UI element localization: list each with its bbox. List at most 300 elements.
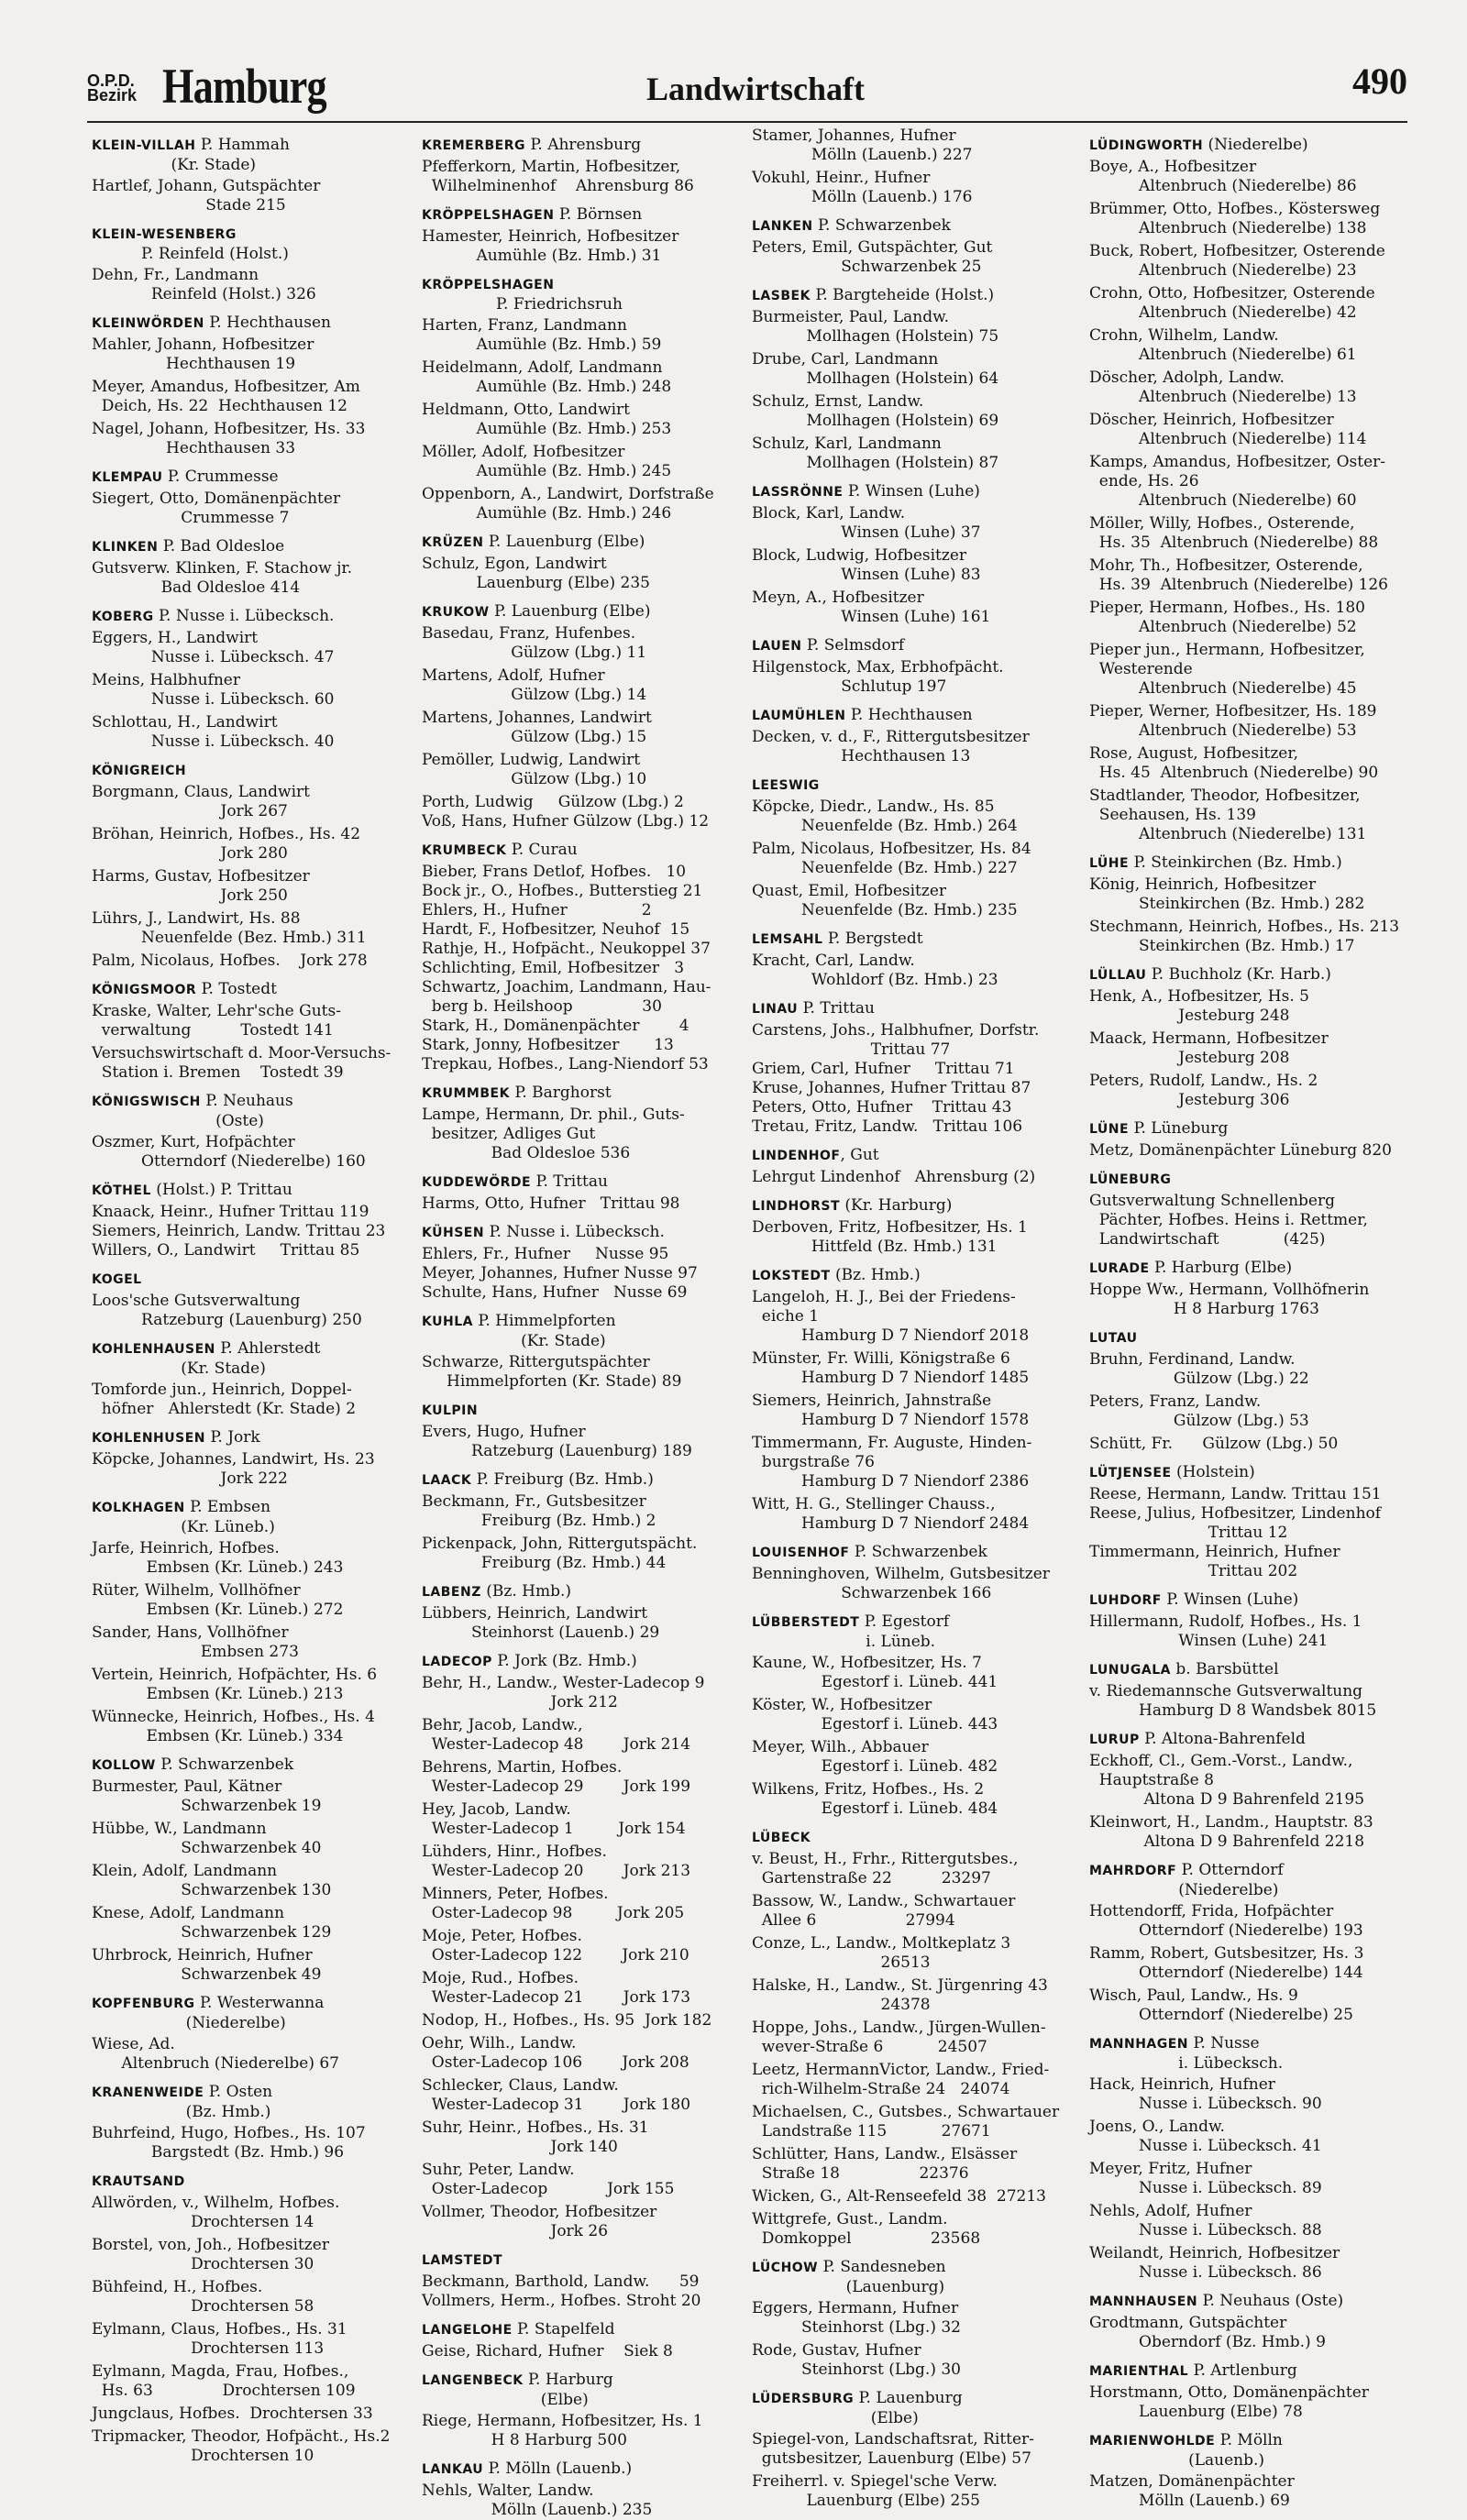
entry-line: Crohn, Wilhelm, Landw.: [1089, 326, 1279, 345]
locality-heading: [422, 2371, 752, 2410]
directory-entry: [1089, 787, 1419, 844]
entry-line: Westerende: [1089, 660, 1193, 678]
entry-line: Schlichting, Emil, Hofbesitzer 3: [422, 959, 685, 977]
directory-entry: [1089, 1281, 1419, 1319]
entry-line: Mölln (Lauenb.) 235: [422, 2501, 653, 2519]
entry-line: Oszmer, Kurt, Hofpächter: [92, 1133, 295, 1151]
directory-entry: [752, 658, 1082, 697]
directory-entry: [92, 1044, 422, 1083]
section-title: Landwirtschaft: [646, 71, 866, 107]
directory-entry: [422, 2161, 752, 2199]
locality-line: [1089, 1463, 1419, 1483]
directory-entry: [92, 867, 422, 906]
entry-line: Schwarzenbek 19: [92, 1797, 322, 1815]
entry-line: Lehrgut Lindenhof Ahrensburg (2): [752, 1168, 1036, 1186]
entry-line: Aumühle (Bz. Hmb.) 59: [422, 336, 662, 354]
locality-heading: [422, 1582, 752, 1602]
directory-entry: [422, 158, 752, 196]
entry-line: Jork 267: [92, 802, 288, 820]
entry-line: Horstmann, Otto, Domänenpächter: [1089, 2383, 1369, 2402]
post-office: P. Schwarzenbek: [812, 216, 951, 235]
directory-entry: [752, 1565, 1082, 1603]
entry-line: Dehn, Fr., Landmann: [92, 266, 259, 284]
locality-heading: [422, 841, 752, 861]
locality-heading: [422, 205, 752, 226]
directory-entry: [422, 751, 752, 789]
entry-line: Suhr, Peter, Landw.: [422, 2161, 575, 2179]
locality-heading: [1089, 136, 1419, 156]
column-2: [422, 127, 752, 2519]
locality-line: [1089, 2431, 1419, 2451]
entry-line: Hartlef, Johann, Gutspächter: [92, 177, 321, 195]
directory-entry: [752, 2187, 1082, 2206]
directory-entry: [92, 2362, 422, 2401]
post-office: P. Lüneburg: [1129, 1119, 1229, 1138]
directory-entry: [752, 1218, 1082, 1257]
entry-line: Hamburg D 7 Niendorf 1578: [752, 1411, 1030, 1429]
entry-line: Möller, Willy, Hofbes., Osterende,: [1089, 514, 1355, 533]
entry-line: Hamburg D 7 Niendorf 2484: [752, 1514, 1030, 1533]
entry-line: Eckhoff, Cl., Gem.-Vorst., Landw.,: [1089, 1752, 1353, 1770]
locality-name: LURADE: [1089, 1261, 1150, 1276]
locality-name: KRUMBECK: [422, 843, 507, 858]
locality-line: [422, 2250, 752, 2271]
directory-entry: [422, 2481, 752, 2520]
locality-name: LUTAU: [1089, 1331, 1138, 1346]
directory-entry: [422, 358, 752, 397]
locality-heading: [752, 2258, 1082, 2297]
entry-line: Lübbers, Heinrich, Landwirt: [422, 1604, 648, 1623]
locality-name: KOBERG: [92, 610, 154, 624]
locality-name: LABENZ: [422, 1585, 481, 1600]
locality-name: KRAUTSAND: [92, 2174, 185, 2189]
entry-line: Embsen 273: [92, 1643, 299, 1661]
entry-line: Grodtmann, Gutspächter: [1089, 2314, 1287, 2332]
entry-line: Leetz, HermannVictor, Landw., Fried-: [752, 2061, 1050, 2079]
locality-line: [1089, 1861, 1419, 1881]
column-4: [1089, 127, 1419, 2510]
directory-entry: [1089, 369, 1419, 407]
directory-entry: [752, 350, 1082, 389]
entry-line: Wester-Ladecop 29 Jork 199: [422, 1777, 691, 1796]
locality-name: KLINKEN: [92, 540, 159, 555]
directory-entry: [92, 336, 422, 374]
entry-line: Drochtersen 30: [92, 2255, 314, 2273]
entry-line: Wester-Ladecop 31 Jork 180: [422, 2096, 691, 2114]
locality-heading: [1089, 1463, 1419, 1483]
entry-line: Benninghoven, Wilhelm, Gutsbesitzer: [752, 1565, 1050, 1583]
locality-name: LÜHE: [1089, 856, 1130, 871]
directory-entry: [422, 2118, 752, 2157]
entry-line: v. Riedemannsche Gutsverwaltung: [1089, 1682, 1363, 1700]
post-office: P. Hechthausen: [204, 314, 331, 332]
entry-line: Gülzow (Lbg.) 53: [1089, 1412, 1309, 1430]
entry-line: i. Lübecksch.: [1089, 2054, 1284, 2073]
directory-entry: [1089, 514, 1419, 553]
directory-entry: [422, 1423, 752, 1461]
directory-entry: [1089, 556, 1419, 595]
post-office: P. Schwarzenbek: [849, 1543, 987, 1561]
entry-line: Bargstedt (Bz. Hmb.) 96: [92, 2143, 345, 2162]
locality-line: [752, 216, 1082, 237]
post-office: P. Trittau: [798, 999, 875, 1018]
post-office: P. Ahrensburg: [524, 136, 642, 154]
entry-line: Steinhorst (Lauenb.) 29: [422, 1623, 660, 1642]
entry-line: höfner Ahlerstedt (Kr. Stade) 2: [92, 1400, 357, 1418]
entry-line: Bruhn, Ferdinand, Landw.: [1089, 1350, 1296, 1369]
entry-line: Münster, Fr. Willi, Königstraße 6: [752, 1349, 1010, 1368]
directory-entry: [1089, 453, 1419, 511]
locality-heading: [1089, 1861, 1419, 1900]
entry-line: Joens, O., Landw.: [1089, 2118, 1225, 2136]
directory-entry: [422, 2342, 752, 2361]
locality-heading: [92, 136, 422, 175]
directory-entry: [422, 1353, 752, 1392]
directory-entry: [752, 2430, 1082, 2469]
entry-line: Evers, Hugo, Hufner: [422, 1423, 586, 1441]
locality-name: LÜCHOW: [752, 2261, 819, 2275]
post-office: P. Neuhaus: [200, 1092, 293, 1110]
entry-line: Winsen (Luhe) 241: [1089, 1632, 1329, 1650]
locality-line: [422, 1312, 752, 1332]
entry-line: Mölln (Lauenb.) 227: [752, 146, 973, 164]
entry-line: rich-Wilhelm-Straße 24 24074: [752, 2080, 1010, 2098]
entry-line: Köpcke, Johannes, Landwirt, Hs. 23: [92, 1450, 375, 1469]
locality-line: [92, 225, 422, 245]
locality-line: [422, 1582, 752, 1602]
entry-line: Porth, Ludwig Gülzow (Lbg.) 2: [422, 793, 684, 811]
entry-line: Otterndorf (Niederelbe) 193: [1089, 1921, 1363, 1940]
directory-entry: [422, 666, 752, 705]
directory-entry: [92, 2194, 422, 2232]
directory-entry: [1089, 411, 1419, 449]
entry-line: Schulz, Karl, Landmann: [752, 435, 942, 453]
post-office: P. Hammah: [195, 136, 290, 154]
directory-entry: [1089, 326, 1419, 365]
entry-line: Eggers, H., Landwirt: [92, 629, 259, 647]
post-office: P. Jork (Bz. Hmb.): [491, 1652, 637, 1670]
entry-line: Weilandt, Heinrich, Hofbesitzer: [1089, 2244, 1340, 2262]
entry-line: Altenbruch (Niederelbe) 53: [1089, 721, 1357, 740]
locality-heading: [92, 607, 422, 627]
locality-heading: [1089, 1259, 1419, 1279]
entry-line: Suhr, Heinr., Hofbes., Hs. 31: [422, 2118, 649, 2137]
locality-name: KÖTHEL: [92, 1183, 151, 1198]
locality-name: KOGEL: [92, 1272, 142, 1287]
directory-entry: [1089, 2202, 1419, 2240]
entry-line: (Elbe): [752, 2409, 919, 2427]
entry-line: (Kr. Lüneb.): [92, 1518, 275, 1536]
directory-entry: [92, 490, 422, 528]
locality-heading: [752, 1266, 1082, 1286]
entry-line: Tomforde jun., Heinrich, Doppel-: [92, 1381, 352, 1399]
entry-line: Mollhagen (Holstein) 87: [752, 454, 999, 472]
locality-line: [92, 607, 422, 627]
directory-entry: [1089, 284, 1419, 323]
locality-line: [1089, 136, 1419, 156]
locality-heading: [1089, 2361, 1419, 2382]
entry-line: Straße 18 22376: [752, 2164, 969, 2183]
directory-entry: [1089, 1813, 1419, 1852]
entry-line: Embsen (Kr. Lüneb.) 213: [92, 1685, 344, 1703]
locality-name: LINAU: [752, 1002, 799, 1017]
directory-entry: [92, 1777, 422, 1816]
entry-line: P. Friedrichsruh: [422, 295, 623, 314]
locality-heading: [92, 1181, 422, 1201]
directory-entry: [422, 1245, 752, 1303]
entry-line: Block, Ludwig, Hofbesitzer: [752, 546, 967, 565]
locality-heading: [92, 1339, 422, 1379]
directory-entry: [752, 2341, 1082, 2380]
directory-entry: [1089, 1682, 1419, 1721]
entry-line: Schwarzenbek 130: [92, 1881, 332, 1899]
directory-entry: [422, 1800, 752, 1839]
entry-line: Altenbruch (Niederelbe) 131: [1089, 825, 1367, 843]
directory-entry: [92, 2035, 422, 2074]
locality-name: KÖNIGSWISCH: [92, 1095, 201, 1109]
entry-line: Freiherrl. v. Spiegel'sche Verw.: [752, 2472, 998, 2491]
entry-line: Lauenburg (Elbe) 255: [752, 2492, 980, 2510]
entry-line: Himmelpforten (Kr. Stade) 89: [422, 1372, 682, 1391]
post-office: P. Mölln (Lauenb.): [483, 2459, 633, 2478]
entry-line: Jarfe, Heinrich, Hofbes.: [92, 1539, 280, 1557]
locality-heading: [422, 1172, 752, 1193]
entry-line: 24378: [752, 1996, 931, 2014]
entry-line: Peters, Rudolf, Landw., Hs. 2: [1089, 1072, 1318, 1090]
entry-line: Minners, Peter, Hofbes.: [422, 1885, 609, 1903]
entry-line: Domkoppel 23568: [752, 2229, 981, 2248]
locality-line: [752, 482, 1082, 502]
locality-heading: [92, 537, 422, 557]
entry-line: Freiburg (Bz. Hmb.) 44: [422, 1554, 667, 1572]
directory-entry: [92, 1450, 422, 1489]
locality-line: [422, 841, 752, 861]
locality-line: [422, 136, 752, 156]
post-office: P. Otterndorf: [1176, 1861, 1284, 1879]
entry-line: Kamps, Amandus, Hofbesitzer, Oster-: [1089, 453, 1386, 471]
entry-line: Hechthausen 19: [92, 355, 296, 373]
locality-heading: [752, 286, 1082, 306]
post-office: b. Barsbüttel: [1170, 1660, 1279, 1678]
entry-line: Michaelsen, C., Gutsbes., Schwartauer: [752, 2103, 1060, 2121]
entry-line: (Lauenburg): [752, 2278, 945, 2296]
locality-heading: [752, 776, 1082, 796]
entry-line: Pieper, Werner, Hofbesitzer, Hs. 189: [1089, 702, 1377, 721]
directory-entry: [422, 1885, 752, 1923]
directory-entry: [422, 1927, 752, 1965]
entry-line: Freiburg (Bz. Hmb.) 2: [422, 1512, 656, 1530]
locality-line: [752, 2389, 1082, 2409]
entry-line: Ehlers, Fr., Hufner Nusse 95: [422, 1245, 669, 1263]
entry-line: Derboven, Fritz, Hofbesitzer, Hs. 1: [752, 1218, 1028, 1237]
directory-entry: [752, 1495, 1082, 1534]
entry-line: Hilgenstock, Max, Erbhofpächt.: [752, 658, 1004, 677]
entry-line: Stechmann, Heinrich, Hofbes., Hs. 213: [1089, 918, 1400, 936]
locality-name: LADECOP: [422, 1655, 492, 1669]
entry-line: Schlütter, Hans, Landw., Elsässer: [752, 2145, 1018, 2163]
entry-line: burgstraße 76: [752, 1453, 875, 1471]
directory-entry: [92, 1946, 422, 1985]
directory-entry: [92, 909, 422, 948]
entry-line: Deich, Hs. 22 Hechthausen 12: [92, 397, 347, 415]
entry-line: Witt, H. G., Stellinger Chauss.,: [752, 1495, 996, 1513]
locality-heading: [422, 533, 752, 553]
entry-line: Lauenburg (Elbe) 78: [1089, 2403, 1303, 2421]
post-office: P. Bergstedt: [822, 930, 923, 948]
entry-line: Jork 140: [422, 2138, 618, 2156]
post-office: P. Tostedt: [196, 980, 277, 998]
locality-heading: [92, 761, 422, 781]
entry-line: Schlutup 197: [752, 677, 947, 696]
entry-line: v. Beust, H., Frhr., Rittergutsbes.,: [752, 1850, 1019, 1868]
entry-line: Reinfeld (Holst.) 326: [92, 285, 316, 303]
directory-entry: [92, 177, 422, 215]
directory-entry: [1089, 1392, 1419, 1431]
locality-name: MANNHAGEN: [1089, 2037, 1189, 2052]
directory-entry: [422, 1604, 752, 1643]
post-office: P. Winsen (Luhe): [1161, 1590, 1299, 1609]
directory-entry: [1089, 1752, 1419, 1810]
entry-line: Oppenborn, A., Landwirt, Dorfstraße: [422, 485, 714, 503]
locality-name: LASBEK: [752, 289, 811, 303]
locality-name: KREMERBERG: [422, 138, 525, 153]
locality-name: KRANENWEIDE: [92, 2085, 204, 2100]
post-office: P. Lauenburg (Elbe): [489, 602, 651, 621]
locality-heading: [1089, 2034, 1419, 2074]
entry-line: (Kr. Stade): [92, 156, 257, 174]
entry-line: Basedau, Franz, Hufenbes.: [422, 624, 636, 643]
entry-line: Altenbruch (Niederelbe) 42: [1089, 303, 1357, 322]
entry-line: Altona D 9 Bahrenfeld 2195: [1089, 1790, 1365, 1809]
entry-line: (Kr. Stade): [422, 1332, 606, 1350]
locality-name: LURUP: [1089, 1733, 1140, 1747]
entry-line: Schwarzenbek 166: [752, 1584, 992, 1602]
locality-line: [92, 2083, 422, 2103]
entry-line: Schulte, Hans, Hufner Nusse 69: [422, 1283, 688, 1302]
entry-line: Altenbruch (Niederelbe) 52: [1089, 618, 1357, 636]
entry-line: Ratzeburg (Lauenburg) 250: [92, 1311, 362, 1329]
post-office: P. Harburg: [523, 2371, 613, 2389]
entry-line: Allwörden, v., Wilhelm, Hofbes.: [92, 2194, 340, 2212]
entry-line: Siegert, Otto, Domänenpächter: [92, 490, 341, 508]
directory-entry: [752, 238, 1082, 277]
locality-line: [752, 999, 1082, 1019]
locality-name: LINDENHOF: [752, 1149, 841, 1163]
directory-entry: [752, 169, 1082, 207]
locality-heading: [752, 706, 1082, 726]
directory-entry: [92, 2278, 422, 2316]
locality-heading: [752, 2389, 1082, 2428]
entry-line: Altenbruch (Niederelbe) 67: [92, 2054, 339, 2073]
locality-name: LÜLLAU: [1089, 968, 1147, 983]
locality-line: [752, 1543, 1082, 1563]
entry-line: Jork 250: [92, 886, 288, 905]
entry-line: Steinkirchen (Bz. Hmb.) 282: [1089, 895, 1365, 913]
entry-line: Wilhelminenhof Ahrensburg 86: [422, 177, 694, 195]
locality-line: [422, 1172, 752, 1193]
post-office: P. Buchholz (Kr. Harb.): [1146, 965, 1331, 984]
locality-name: LAUMÜHLEN: [752, 709, 846, 723]
post-office: P. Altona-Bahrenfeld: [1139, 1730, 1306, 1748]
directory-entry: [92, 1904, 422, 1942]
post-office: P. Egestorf: [859, 1612, 950, 1631]
entry-line: Winsen (Luhe) 37: [752, 523, 981, 542]
directory-entry: [1089, 1902, 1419, 1941]
directory-entry: [752, 392, 1082, 431]
directory-entry: [1089, 875, 1419, 914]
locality-name: KUHLA: [422, 1315, 473, 1329]
post-office: P. Trittau: [531, 1172, 608, 1191]
entry-line: Eggers, Hermann, Hufner: [752, 2299, 959, 2317]
locality-line: [422, 205, 752, 226]
directory-entry: [422, 227, 752, 266]
locality-name: KOPFENBURG: [92, 1997, 195, 2011]
entry-line: Hechthausen 33: [92, 439, 296, 457]
entry-line: Knaack, Heinr., Hufner Trittau 119: [92, 1203, 370, 1221]
entry-line: Beckmann, Barthold, Landw. 59: [422, 2272, 700, 2291]
directory-entry: [752, 1850, 1082, 1888]
entry-line: Jesteburg 208: [1089, 1049, 1290, 1067]
locality-line: [92, 314, 422, 334]
entry-line: Decken, v. d., F., Rittergutsbesitzer: [752, 728, 1030, 746]
entry-line: (Elbe): [422, 2391, 589, 2409]
post-office: P. Nusse i. Lübecksch.: [484, 1223, 665, 1241]
entry-line: Trittau 77: [752, 1040, 951, 1059]
directory-entry: [422, 2412, 752, 2450]
entry-line: Meyer, Amandus, Hofbesitzer, Am: [92, 378, 360, 396]
entry-line: Nusse i. Lübecksch. 60: [92, 690, 335, 709]
header-rule: [87, 121, 1407, 123]
directory-entry: [752, 2019, 1082, 2057]
directory-entry: [92, 1862, 422, 1900]
entry-line: Meyn, A., Hofbesitzer: [752, 589, 924, 607]
directory-entry: [422, 2272, 752, 2311]
entry-line: Altenbruch (Niederelbe) 114: [1089, 430, 1367, 448]
locality-heading: [422, 602, 752, 622]
locality-name: KÖNIGREICH: [92, 764, 187, 778]
column-3: [752, 127, 1082, 2510]
locality-line: [92, 537, 422, 557]
entry-line: Drochtersen 113: [92, 2339, 325, 2358]
locality-line: [1089, 1170, 1419, 1190]
directory-entry: [1089, 2244, 1419, 2283]
locality-line: [422, 275, 752, 295]
entry-line: Hauptstraße 8: [1089, 1771, 1214, 1789]
entry-line: Egestorf i. Lüneb. 482: [752, 1757, 998, 1776]
directory-entry: [422, 485, 752, 523]
locality-line: [752, 2258, 1082, 2278]
locality-heading: [422, 1084, 752, 1104]
locality-line: [1089, 1730, 1419, 1750]
locality-heading: [752, 930, 1082, 950]
entry-line: Kaune, W., Hofbesitzer, Hs. 7: [752, 1654, 982, 1672]
directory-entry: [752, 1976, 1082, 2015]
locality-name: LÜBBERSTEDT: [752, 1615, 860, 1630]
locality-line: [422, 1223, 752, 1243]
entry-line: Borstel, von, Joh., Hofbesitzer: [92, 2236, 329, 2254]
locality-name: LAMSTEDT: [422, 2253, 503, 2268]
locality-heading: [92, 1092, 422, 1131]
entry-line: Altenbruch (Niederelbe) 13: [1089, 388, 1357, 406]
directory-entry: [752, 1780, 1082, 1819]
entry-line: Spiegel-von, Landschaftsrat, Ritter-: [752, 2430, 1034, 2448]
entry-line: Hamburg D 7 Niendorf 2386: [752, 1472, 1030, 1491]
entry-line: Lühders, Hinr., Hofbes.: [422, 1843, 607, 1861]
entry-line: Schwarzenbek 129: [92, 1923, 332, 1942]
locality-name: MARIENWOHLDE: [1089, 2434, 1216, 2448]
entry-line: Palm, Nicolaus, Hofbesitzer, Hs. 84: [752, 840, 1031, 858]
entry-line: Egestorf i. Lüneb. 443: [752, 1715, 998, 1733]
